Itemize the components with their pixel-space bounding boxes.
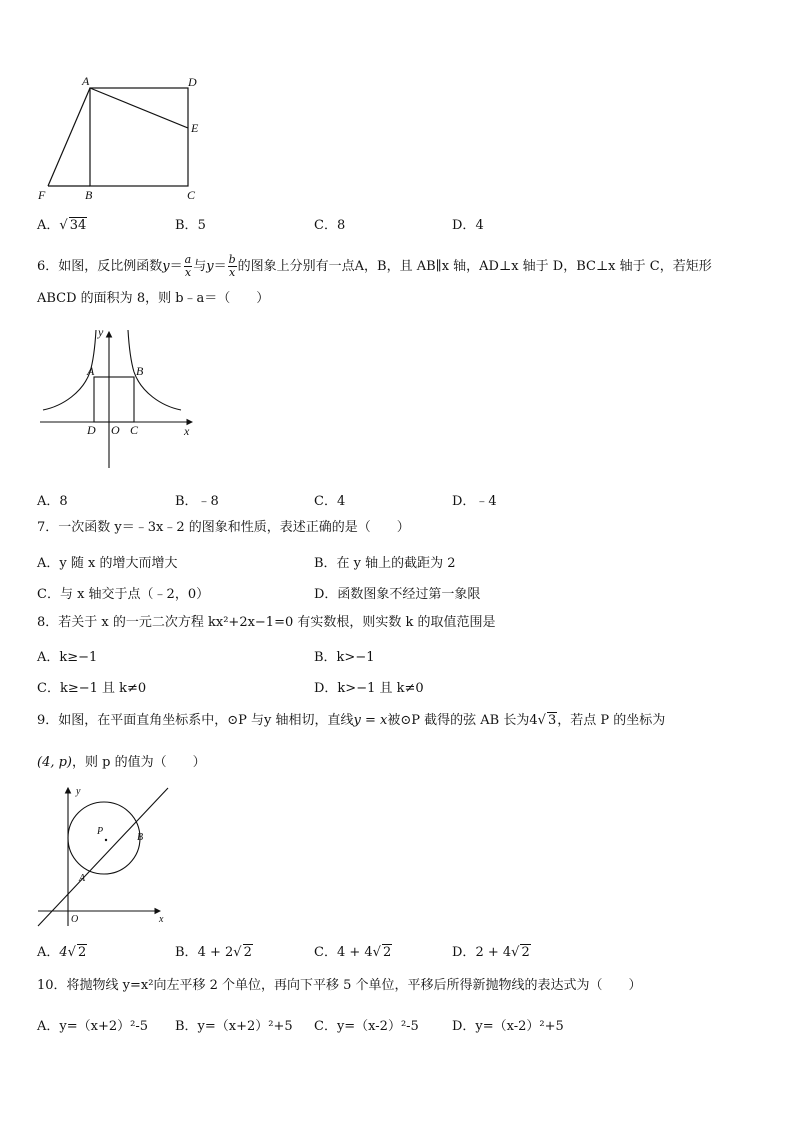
q5-line-AE [90,88,188,128]
q6-var-y2: y [206,259,214,274]
q9-label-O: O [71,914,79,925]
q5-figure [30,72,210,204]
q6-eq2: ＝ [213,259,227,274]
q6-label-x: x [184,424,190,438]
q6-label-B: B [136,364,144,378]
q6-label-O: O [111,423,120,437]
q9-label-A: A [79,873,86,884]
q6-stem-1b: 的图象上分别有一点 [237,259,355,274]
q10-option-d[interactable]: D．y=（x-2）²+5 [452,1019,564,1034]
q9-stem-line-1 [37,713,665,729]
q5-label-E: E [191,121,199,135]
q6-frac2-num: b [228,253,236,266]
q5-option-a-value: 34 [69,218,87,233]
q9-option-a-sqrt-sign: √ [67,945,76,960]
q9-label-y: y [76,786,81,797]
q9-option-d-pre: 2 + 4 [475,945,512,960]
q9-center-P [105,839,107,841]
q6-option-a[interactable]: A．8 [37,494,68,509]
q6-stem-line-2: ABCD 的面积为 8，则 b﹣a＝（ ） [37,291,270,306]
q6-frac1-num: a [184,253,192,266]
q7-stem: 7．一次函数 y＝﹣3x﹣2 的图象和性质，表述正确的是（ ） [37,520,410,535]
q8-option-b[interactable]: B．k>−1 [314,650,375,665]
q5-label-D: D [188,75,197,89]
q9-stem-line-2 [37,755,206,771]
q6-stem-1c: A，B，且 AB∥x 轴，AD⊥x 轴于 D，BC⊥x 轴于 C，若矩形 [354,259,712,274]
q6-figure [38,322,198,472]
q9-option-c-pre: 4 + 4 [336,945,373,960]
q9-label-x: x [159,914,164,925]
q9-option-a[interactable] [37,941,87,960]
q6-fraction-b-over-x [228,254,237,279]
q10-stem: 10．将抛物线 y=x²向左平移 2 个单位，再向下平移 5 个单位，平移后所得新抛物线的表达式为（ ） [37,978,642,993]
q9-option-b-rad: 2 [243,945,252,960]
q7-option-a[interactable]: A．y 随 x 的增大而增大 [37,556,178,571]
q9-option-b[interactable] [175,941,253,960]
q9-option-a-rad: 2 [77,945,87,960]
q6-with: 与 [193,259,207,274]
q6-option-b[interactable]: B．﹣8 [175,494,219,509]
q5-option-d-value: 4 [475,218,484,233]
q9-line-eq: y = x [353,713,388,728]
q10-option-a[interactable]: A．y=（x+2）²-5 [37,1019,148,1034]
q7-option-d[interactable]: D．函数图象不经过第一象限 [314,587,481,602]
q10-option-c[interactable]: C．y=（x-2）²-5 [314,1019,419,1034]
q5-option-a-root: √ [59,218,68,233]
q5-label-C: C [187,188,196,202]
q6-label-C: C [130,423,139,437]
q9-option-d-sqrt-sign: √ [511,945,520,960]
q9-option-c[interactable] [314,941,392,960]
q9-option-b-sqrt-sign: √ [233,945,242,960]
q5-label-F: F [38,188,46,202]
q10-option-b[interactable]: B．y=（x+2）²+5 [175,1019,293,1034]
q9-option-b-letter: B． [175,945,198,960]
q9-stem-1a: 9．如图，在平面直角坐标系中，⊙P 与 [37,713,265,728]
q5-label-B: B [85,188,93,202]
q9-option-d-rad: 2 [521,945,530,960]
q8-stem: 8．若关于 x 的一元二次方程 kx²+2x−1=0 有实数根，则实数 k 的取值范围是 [37,615,496,630]
q9-point-coord: (4, p) [37,755,73,770]
q5-option-b-value: 5 [197,218,206,233]
q9-option-c-letter: C． [314,945,337,960]
q5-option-d-letter: D． [452,218,476,233]
q6-frac2-den: x [229,266,236,279]
q9-option-d-letter: D． [452,945,476,960]
q6-option-d[interactable]: D．﹣4 [452,494,497,509]
q9-stem-1d: ，若点 P 的坐标为 [557,713,666,728]
q5-option-c[interactable] [314,214,345,233]
q6-var-y1: y [162,259,170,274]
q9-option-b-pre: 4 + 2 [197,945,234,960]
q5-option-c-value: 8 [336,218,346,233]
q6-option-c[interactable]: C．4 [314,494,346,509]
q9-option-a-pre: 4 [59,945,68,960]
q5-line-FA [48,88,90,186]
q6-rect-ABCD [94,377,134,422]
q5-option-b[interactable] [175,214,206,233]
q9-chord-coef: 4 [529,713,538,728]
q9-circle-P [68,802,140,874]
q5-option-d[interactable] [452,214,484,233]
q9-line-y-eq-x [38,788,168,926]
q9-label-B: B [137,832,144,843]
q6-eq1: ＝ [169,259,183,274]
q9-stem-1c: 被⊙P 截得的弦 AB 长为 [387,713,530,728]
q8-option-c[interactable]: C．k≥−1 且 k≠0 [37,681,147,696]
q5-option-a-letter: A． [37,218,60,233]
q6-label-D: D [87,423,96,437]
q6-frac1-den: x [184,266,192,279]
q9-stem-2b: ，则 p 的值为（ ） [72,755,206,770]
q9-option-a-letter: A． [37,945,60,960]
q9-option-d[interactable] [452,941,531,960]
q5-option-c-letter: C． [314,218,337,233]
q7-option-b[interactable]: B．在 y 轴上的截距为 2 [314,556,456,571]
q7-option-c[interactable]: C．与 x 轴交于点（﹣2，0） [37,587,210,602]
q9-label-P: P [97,826,104,837]
q6-stem-line-1 [37,254,712,279]
q5-label-A: A [82,74,90,88]
q5-rect-ABCD [90,88,188,186]
q9-stem-1b: y 轴相切，直线 [264,713,354,728]
q9-chord-rad: 3 [547,713,557,728]
q5-option-b-letter: B． [175,218,198,233]
q8-option-d[interactable]: D．k>−1 且 k≠0 [314,681,424,696]
q9-option-c-rad: 2 [382,945,392,960]
q8-option-a[interactable]: A．k≥−1 [37,650,98,665]
q6-label-A: A [87,364,95,378]
q9-option-c-sqrt-sign: √ [372,945,381,960]
q5-option-a[interactable] [37,214,87,233]
q6-fraction-a-over-x [184,254,193,279]
q9-chord-sqrt-sign: √ [537,713,546,728]
q9-figure [36,782,176,928]
q6-label-y: y [98,325,104,339]
q6-stem-1a: 6．如图，反比例函数 [37,259,163,274]
